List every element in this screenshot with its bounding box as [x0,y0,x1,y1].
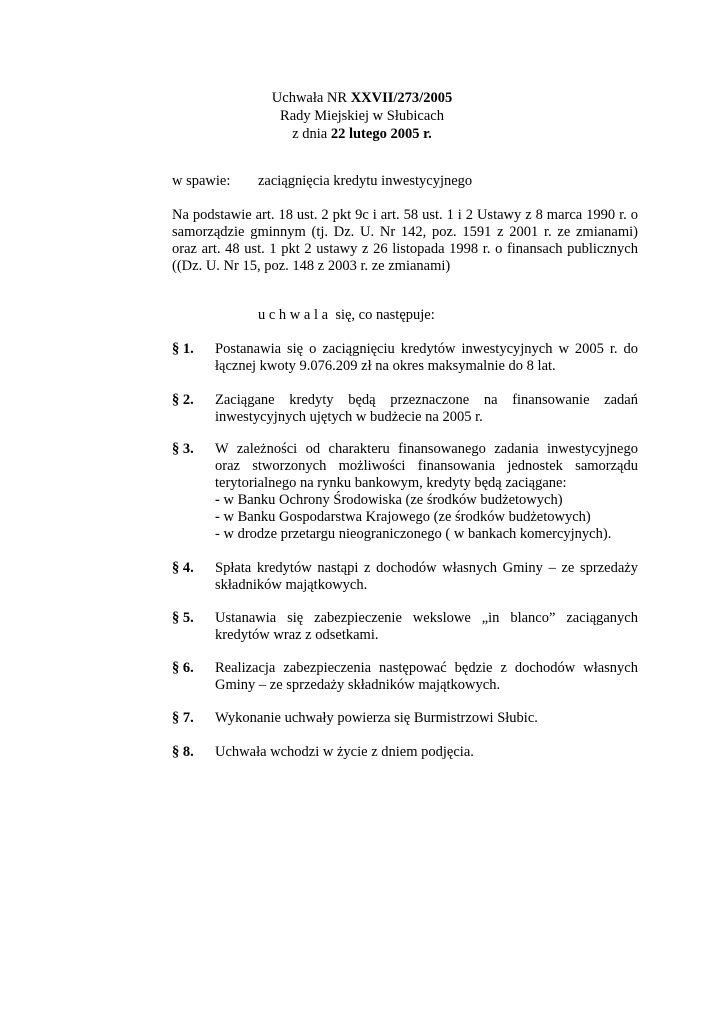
paragraph-line: W zależności od charakteru finansowanego zadania inwestycyjnego [215,441,638,457]
paragraph-number: § 5. [172,610,194,626]
list-item-text: w drodze przetargu nieograniczonego ( w bankach komercyjnych). [219,526,612,542]
resolution-header [172,89,552,143]
paragraph-line: Realizacja zabezpieczenia następować będzie z dochodów własnych [215,660,638,676]
legal-basis-line: ((Dz. U. Nr 15, poz. 148 z 2003 r. ze zmianami) [172,258,451,274]
paragraph-line: składników majątkowych. [215,577,368,593]
paragraph-body [215,610,638,644]
resolution-date-line [172,125,552,143]
paragraph-line: terytorialnego na rynku bankowym, kredyty będą zaciągane: [215,475,567,491]
paragraph-body [215,441,638,543]
paragraph-line: Spłata kredytów nastąpi z dochodów własnych Gminy – ze sprzedaży [215,560,638,576]
paragraph-number: § 7. [172,710,194,726]
paragraph-body [215,341,638,375]
paragraph-number: § 2. [172,392,194,408]
resolution-number: XXVII/273/2005 [350,90,453,106]
resolution-title [172,89,552,107]
resolution-date: 22 lutego 2005 r. [330,126,432,142]
legal-basis-line: oraz art. 48 ust. 1 pkt 2 ustawy z 26 listopada 1998 r. o finansach publicznych [172,241,638,257]
resolves-spaced-word: u c h w a l a [258,307,329,323]
title-prefix: Uchwała NR [271,90,351,106]
paragraph-line: Postanawia się o zaciągnięciu kredytów inwestycyjnych w 2005 r. do [215,341,638,357]
paragraph-body [215,744,638,761]
council-name: Rady Miejskiej w Słubicach [280,108,444,124]
list-dash: - [215,526,220,542]
date-prefix: z dnia [292,126,331,142]
legal-basis-line: samorządzie gminnym (tj. Dz. U. Nr 142, poz. 1591 z 2001 r. ze zmianami) [172,224,638,240]
paragraph-number: § 1. [172,341,194,357]
paragraph-line: Zaciągane kredyty będą przeznaczone na finansowanie zadań [215,392,638,408]
resolves-clause [258,307,435,324]
subject-line [172,173,472,190]
paragraph-line: łącznej kwoty 9.076.209 zł na okres maksymalnie do 8 lat. [215,358,556,374]
paragraph-number: § 8. [172,744,194,760]
list-item [215,492,638,509]
list-item [215,526,638,543]
paragraph-line: oraz stworzonych możliwości finansowania jednostek samorządu [215,458,638,474]
resolves-rest: się, co następuje: [328,307,435,323]
legal-basis [172,207,638,275]
paragraph-number: § 4. [172,560,194,576]
paragraph-line: Ustanawia się zabezpieczenie wekslowe „in blanco” zaciąganych [215,610,638,626]
list-dash: - [215,492,220,508]
list-dash: - [215,509,220,525]
paragraph-number: § 6. [172,660,194,676]
list-item-text: w Banku Gospodarstwa Krajowego (ze środków budżetowych) [219,509,591,525]
subject-label: w spawie: [172,173,231,189]
paragraph-body [215,392,638,426]
list-item [215,509,638,526]
list-item-text: w Banku Ochrony Środowiska (ze środków budżetowych) [219,492,563,508]
paragraph-number: § 3. [172,441,194,457]
paragraph-line: kredytów wraz z odsetkami. [215,627,379,643]
paragraph-body [215,710,638,727]
paragraph-body [215,660,638,694]
legal-basis-line: Na podstawie art. 18 ust. 2 pkt 9c i art. 58 ust. 1 i 2 Ustawy z 8 marca 1990 r. o [172,207,638,223]
subject-text: zaciągnięcia kredytu inwestycyjnego [258,173,473,189]
paragraph-line: inwestycyjnych ujętych w budżecie na 2005 r. [215,409,483,425]
paragraph-line: Wykonanie uchwały powierza się Burmistrzowi Słubic. [215,710,538,726]
paragraph-line: Gminy – ze sprzedaży składników majątkowych. [215,677,501,693]
paragraph-line: Uchwała wchodzi w życie z dniem podjęcia. [215,744,474,760]
paragraph-body [215,560,638,594]
